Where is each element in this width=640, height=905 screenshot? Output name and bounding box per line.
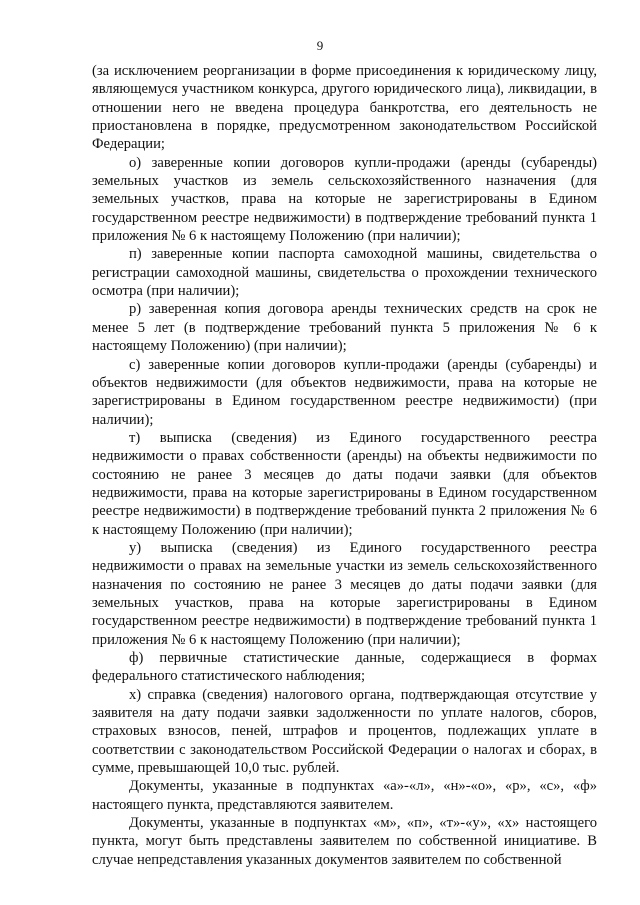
paragraph-item-u: у) выписка (сведения) из Единого государственного реестра недвижимости о правах на земельные участки из земель сельскохозяйственного назначения по состоянию не ранее 3 месяцев до даты подачи заявки (для земельных участков, права на которые зарегистрированы в Едином государственном реестре недвижимости) в подтверждение требований пункта 1 приложения № 6 к настоящему Положению (при наличии); (92, 539, 597, 648)
paragraph-item-o: о) заверенные копии договоров купли-продажи (аренды (субаренды) земельных участков из земель сельскохозяйственного назначения (для земельных участков, права на которые не зарегистрированы в Едином государственном реестре недвижимости) в подтверждение требований пункта 1 приложения № 6 к настоящему Положению (при наличии); (92, 154, 597, 245)
paragraph-item-r: р) заверенная копия договора аренды технических средств на срок не менее 5 лет (в подтверждение требований пункта 5 приложения № 6 к настоящему Положению) (при наличии); (92, 301, 597, 355)
paragraph-documents-optional: Документы, указанные в подпунктах «м», «п», «т»-«у», «х» настоящего пункта, могут быть представлены заявителем по собственной инициативе. В случае непредставления указанных документов заявителем по собственной (92, 815, 597, 868)
paragraph-item-f: ф) первичные статистические данные, содержащиеся в формах федерального статистического наблюдения; (92, 650, 597, 685)
paragraph-documents-submitted: Документы, указанные в подпунктах «а»-«л», «н»-«о», «р», «с», «ф» настоящего пункта, представляются заявителем. (92, 778, 597, 813)
paragraph-continuation: (за исключением реорганизации в форме присоединения к юридическому лицу, являющемуся участником конкурса, другого юридического лица), ликвидации, в отношении него не введена процедура банкротства, его деятельность не приостановлена в порядке, предусмотренном законодательством Российской Федерации; (92, 63, 597, 153)
document-body (92, 62, 597, 869)
paragraph-item-t: т) выписка (сведения) из Единого государственного реестра недвижимости о правах собственности (аренды) на объекты недвижимости по состоянию не ранее 3 месяцев до даты подачи заявки (для объектов недвижимости, права на которые зарегистрированы в Едином государственном реестре недвижимости) в подтверждение требований пункта 2 приложения № 6 к настоящему Положению (при наличии); (92, 429, 597, 538)
paragraph-item-s: с) заверенные копии договоров купли-продажи (аренды (субаренды) и объектов недвижимости (для объектов недвижимости, права на которые не зарегистрированы в Едином государственном реестре недвижимости) (при наличии); (92, 356, 597, 428)
paragraph-item-h: х) справка (сведения) налогового органа, подтверждающая отсутствие у заявителя на дату подачи заявки задолженности по уплате налогов, сборов, страховых взносов, пеней, штрафов и процентов, подлежащих уплате в соответствии с законодательством Российской Федерации о налогах и сборах, в сумме, превышающей 10,0 тыс. рублей. (92, 686, 597, 777)
paragraph-item-p: п) заверенные копии паспорта самоходной машины, свидетельства о регистрации самоходной машины, свидетельства о прохождении технического осмотра (при наличии); (92, 246, 597, 300)
page-number: 9 (316, 38, 324, 53)
